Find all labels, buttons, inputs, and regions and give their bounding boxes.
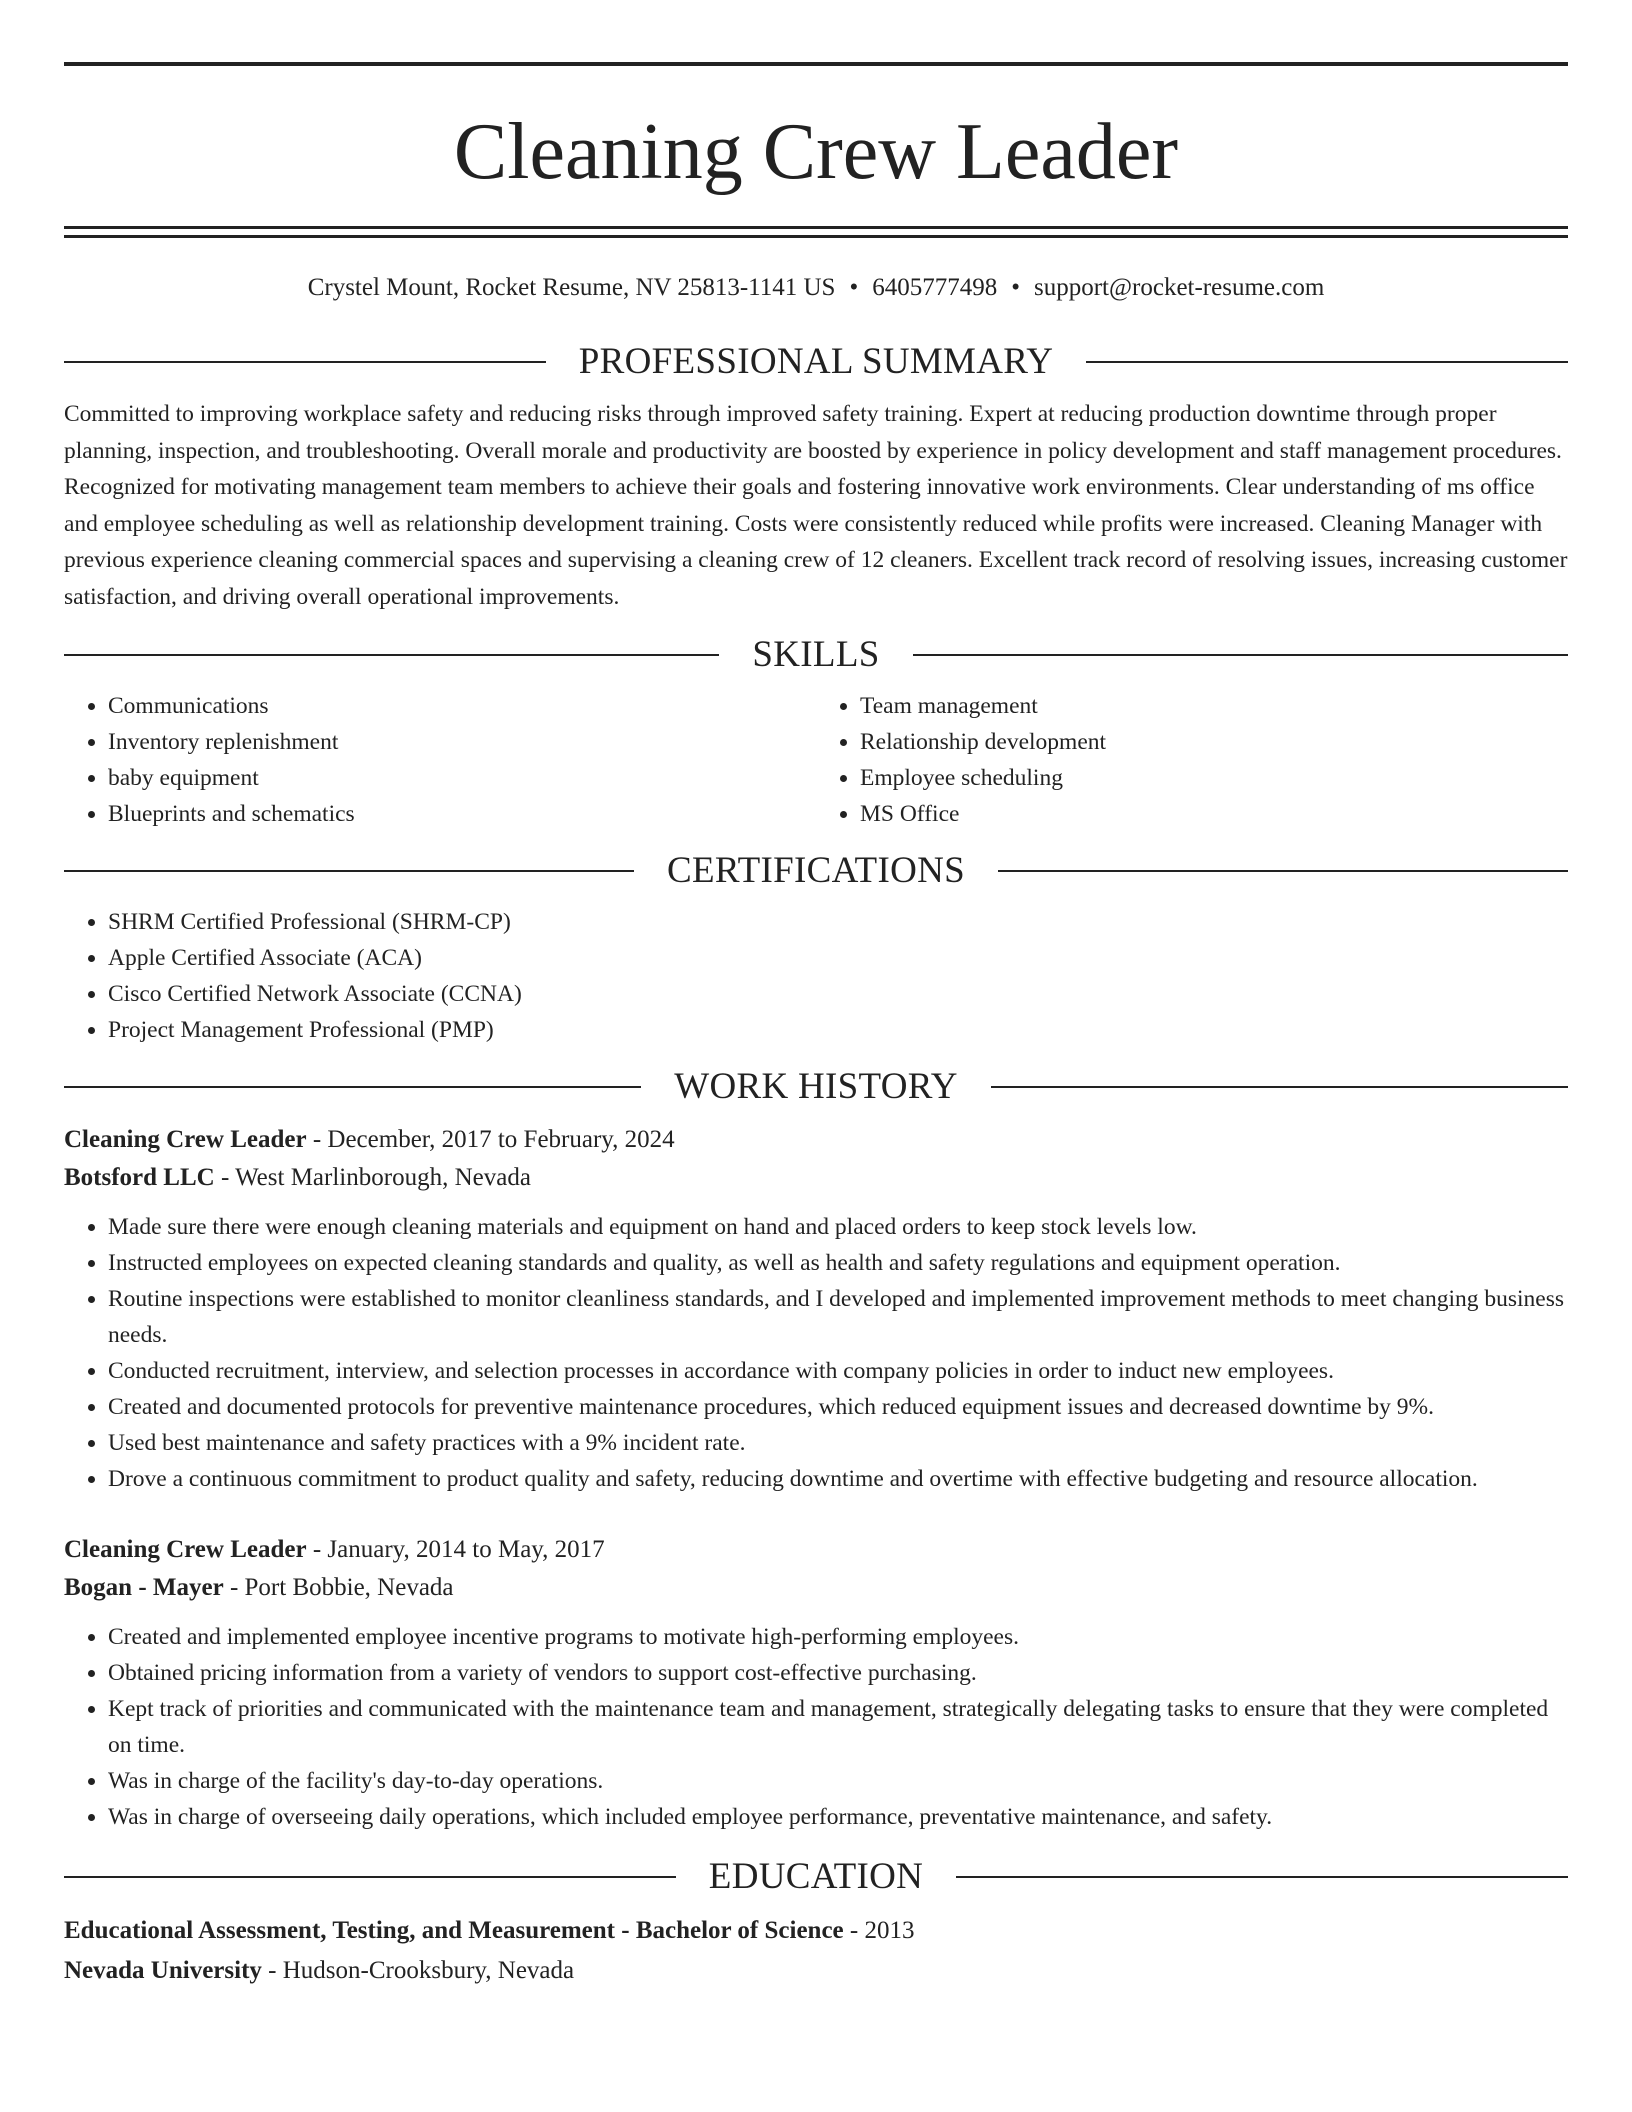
candidate-name: Cleaning Crew Leader [453, 108, 1179, 196]
skills-column-left [64, 688, 816, 832]
education-entry [64, 1911, 1568, 1991]
heading-rule-right [998, 870, 1568, 872]
contact-line [64, 272, 1568, 304]
certification-item: • SHRM Certified Professional (SHRM-CP) [108, 904, 1568, 940]
job-company: Botsford LLC [64, 1164, 215, 1191]
job-bullet: • Conducted recruitment, interview, and selection processes in accordance with company policies in order to induct new employees. [108, 1353, 1568, 1389]
skill-item: • Inventory replenishment [108, 724, 816, 760]
skill-item: • Communications [108, 688, 816, 724]
job-company-line [64, 1569, 1568, 1607]
job-bullet: • Obtained pricing information from a variety of vendors to support cost-effective purchasing. [108, 1655, 1568, 1691]
skills-title: SKILLS [752, 634, 880, 675]
job-bullet: • Was in charge of overseeing daily operations, which included employee performance, preventative maintenance, and safety. [108, 1799, 1568, 1835]
job-bullet: • Kept track of priorities and communicated with the maintenance team and management, strategically delegating tasks to ensure that they were completed on time. [108, 1691, 1568, 1763]
education-year: - 2013 [843, 1917, 915, 1944]
skill-item: • Relationship development [860, 724, 1568, 760]
job-title-line [64, 1531, 1568, 1569]
top-rule [64, 62, 1568, 66]
job-title-line [64, 1121, 1568, 1159]
education-degree: Educational Assessment, Testing, and Measurement - Bachelor of Science [64, 1917, 844, 1944]
skills-list [64, 688, 1568, 832]
certification-item: • Project Management Professional (PMP) [108, 1012, 1568, 1048]
skill-item: • Team management [860, 688, 1568, 724]
skill-item: • Employee scheduling [860, 760, 1568, 796]
heading-rule-right [913, 654, 1568, 656]
contact-email: support@rocket-resume.com [1034, 274, 1325, 301]
heading-rule-right [1086, 361, 1568, 363]
skill-item: • MS Office [860, 796, 1568, 832]
summary-heading [64, 340, 1568, 384]
job-company: Bogan - Mayer [64, 1574, 224, 1601]
summary-title: PROFESSIONAL SUMMARY [578, 341, 1054, 382]
heading-rule-left [64, 654, 719, 656]
heading-rule-right [956, 1876, 1568, 1878]
job-bullet: • Used best maintenance and safety practices with a 9% incident rate. [108, 1425, 1568, 1461]
education-degree-line [64, 1911, 1568, 1951]
job-bullet: • Made sure there were enough cleaning materials and equipment on hand and placed orders to keep stock levels low. [108, 1209, 1568, 1245]
job-entry [64, 1531, 1568, 1835]
name-rule-upper [64, 226, 1568, 229]
certification-item: • Apple Certified Associate (ACA) [108, 940, 1568, 976]
education-school: Nevada University [64, 1957, 262, 1984]
heading-rule-left [64, 1086, 641, 1088]
job-company-line [64, 1159, 1568, 1197]
job-bullet: • Routine inspections were established to monitor cleanliness standards, and I developed and implemented improvement methods to meet changing business needs. [108, 1281, 1568, 1353]
job-bullet: • Created and documented protocols for preventive maintenance procedures, which reduced equipment issues and decreased downtime by 9%. [108, 1389, 1568, 1425]
education-location: - Hudson-Crooksbury, Nevada [261, 1957, 575, 1984]
contact-separator: • [849, 274, 859, 301]
skills-heading [64, 633, 1568, 677]
job-bullet: • Drove a continuous commitment to product quality and safety, reducing downtime and overtime with effective budgeting and resource allocation. [108, 1461, 1568, 1497]
job-location: - West Marlinborough, Nevada [214, 1164, 531, 1191]
job-entry [64, 1121, 1568, 1497]
job-bullet: • Was in charge of the facility's day-to-day operations. [108, 1763, 1568, 1799]
education-title: EDUCATION [708, 1856, 924, 1897]
contact-separator: • [1011, 274, 1020, 301]
skills-column-right [816, 688, 1568, 832]
skill-item: • baby equipment [108, 760, 816, 796]
job-location: - Port Bobbie, Nevada [223, 1574, 454, 1601]
work-history [64, 1121, 1568, 1835]
heading-rule-left [64, 361, 546, 363]
work-heading [64, 1065, 1568, 1109]
job-bullets [64, 1619, 1568, 1835]
summary-text: Committed to improving workplace safety and reducing risks through improved safety training. Expert at reducing production downtime through proper planning, inspection, and troubleshooting. Overall morale and productivity are boosted by experience in policy development and staff management procedures. Recognized for motivating management team members to achieve their goals and fostering innovative work environments. Clear understanding of ms office and employee scheduling as well as relationship development training. Costs were consistently reduced while profits were increased. Cleaning Manager with previous experience cleaning commercial spaces and supervising a cleaning crew of 12 cleaners. Excellent track record of resolving issues, increasing customer satisfaction, and driving overall operational improvements. [64, 401, 1568, 610]
certifications-title: CERTIFICATIONS [667, 850, 965, 891]
job-title: Cleaning Crew Leader [64, 1126, 307, 1153]
education-school-line [64, 1951, 1568, 1991]
certifications-heading [64, 849, 1568, 893]
contact-phone: 6405777498 [872, 274, 998, 301]
skill-item: • Blueprints and schematics [108, 796, 816, 832]
heading-rule-left [64, 870, 634, 872]
work-title: WORK HISTORY [674, 1066, 958, 1107]
job-bullet: • Created and implemented employee incentive programs to motivate high-performing employees. [108, 1619, 1568, 1655]
education-heading [64, 1855, 1568, 1899]
name-rule-lower [64, 235, 1568, 238]
certifications-list [64, 904, 1568, 1048]
job-dates: - December, 2017 to February, 2024 [306, 1126, 675, 1153]
job-dates: - January, 2014 to May, 2017 [306, 1536, 605, 1563]
job-title: Cleaning Crew Leader [64, 1536, 307, 1563]
job-bullet: • Instructed employees on expected cleaning standards and quality, as well as health and safety regulations and equipment operation. [108, 1245, 1568, 1281]
heading-rule-right [991, 1086, 1568, 1088]
certification-item: • Cisco Certified Network Associate (CCNA) [108, 976, 1568, 1012]
job-bullets [64, 1209, 1568, 1497]
contact-address: Crystel Mount, Rocket Resume, NV 25813-1141 US [307, 274, 836, 301]
heading-rule-left [64, 1876, 676, 1878]
